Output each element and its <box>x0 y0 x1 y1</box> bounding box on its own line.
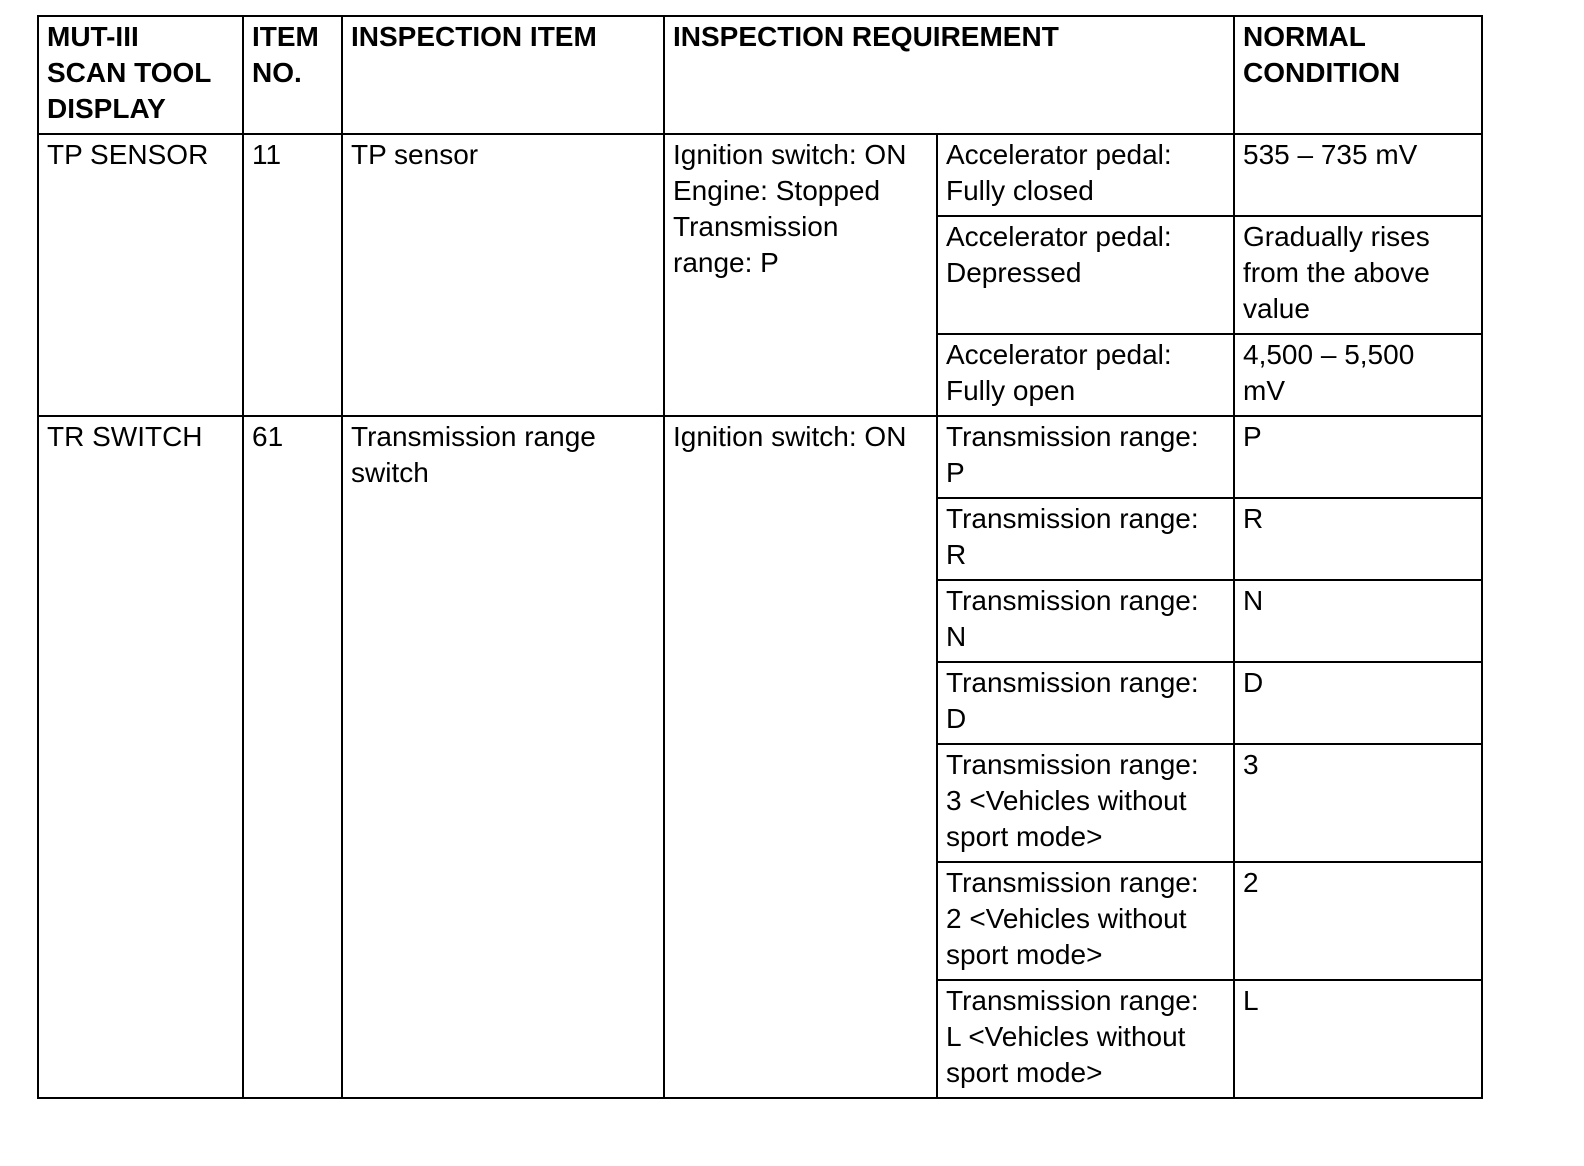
cell-condition: Transmission range: 3 <Vehicles without sport mode> <box>937 744 1234 862</box>
cell-condition: Transmission range: N <box>937 580 1234 662</box>
cell-normal: Gradually rises from the above value <box>1234 216 1482 334</box>
cell-requirement: Ignition switch: ON Engine: Stopped Transmission range: P <box>664 134 937 416</box>
cell-normal: P <box>1234 416 1482 498</box>
cell-condition: Accelerator pedal: Fully open <box>937 334 1234 416</box>
cell-condition: Transmission range: D <box>937 662 1234 744</box>
cell-condition: Transmission range: L <Vehicles without sport mode> <box>937 980 1234 1098</box>
table-row <box>38 134 1482 216</box>
cell-normal: 535 – 735 mV <box>1234 134 1482 216</box>
table-row <box>38 416 1482 498</box>
cell-condition: Transmission range: R <box>937 498 1234 580</box>
cell-requirement: Ignition switch: ON <box>664 416 937 1098</box>
header-normal-condition: NORMAL CONDITION <box>1234 16 1482 134</box>
cell-inspection-item: TP sensor <box>342 134 664 416</box>
cell-display: TP SENSOR <box>38 134 243 416</box>
header-item-no: ITEM NO. <box>243 16 342 134</box>
header-row <box>38 16 1482 134</box>
cell-normal: 3 <box>1234 744 1482 862</box>
cell-normal: N <box>1234 580 1482 662</box>
cell-normal: D <box>1234 662 1482 744</box>
cell-condition: Accelerator pedal: Fully closed <box>937 134 1234 216</box>
header-inspection-requirement: INSPECTION REQUIREMENT <box>664 16 1234 134</box>
cell-inspection-item: Transmission range switch <box>342 416 664 1098</box>
cell-item-no: 11 <box>243 134 342 416</box>
cell-condition: Accelerator pedal: Depressed <box>937 216 1234 334</box>
header-scan-tool-display: MUT-III SCAN TOOL DISPLAY <box>38 16 243 134</box>
header-inspection-item: INSPECTION ITEM <box>342 16 664 134</box>
cell-condition: Transmission range: 2 <Vehicles without sport mode> <box>937 862 1234 980</box>
cell-item-no: 61 <box>243 416 342 1098</box>
cell-display: TR SWITCH <box>38 416 243 1098</box>
cell-normal: 2 <box>1234 862 1482 980</box>
inspection-table <box>37 15 1483 1099</box>
cell-normal: 4,500 – 5,500 mV <box>1234 334 1482 416</box>
cell-condition: Transmission range: P <box>937 416 1234 498</box>
cell-normal: L <box>1234 980 1482 1098</box>
cell-normal: R <box>1234 498 1482 580</box>
